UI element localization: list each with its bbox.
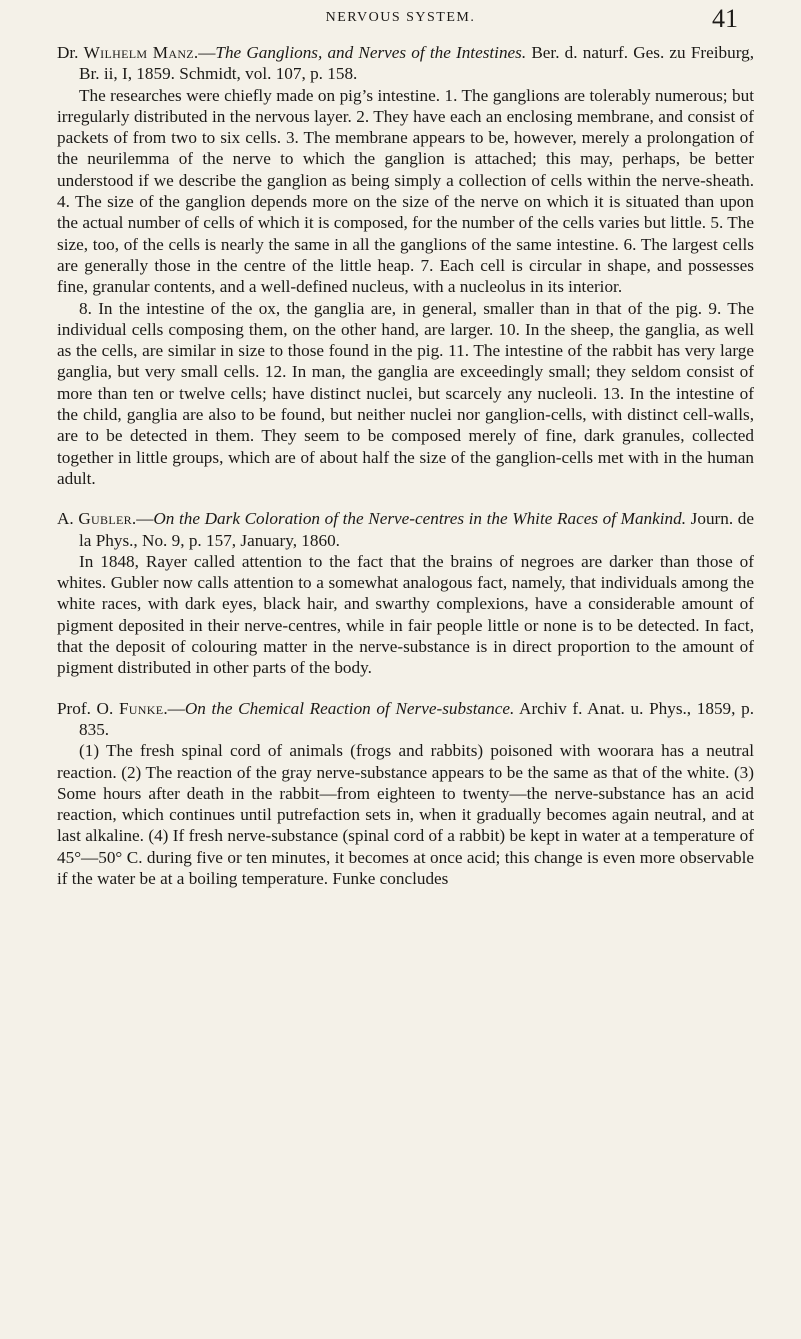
separator: .— (131, 509, 154, 529)
separator: .— (193, 43, 216, 62)
paragraph: The researches were chiefly made on pig’s intestine. 1. The ganglions are tolerably numerous; but irregularly distributed in the nervous layer. 2. They have each an enclosing membrane, and consist of packets of from two to six cells. 3. The membrane appears to be, however, merely a prolongation of the neurilemma of the nerve to which the ganglion is attached; this may, perhaps, be better understood if we describe the ganglion as being simply a collection of cells within the nerve-sheath. 4. The size of the ganglion depends more on the size of the nerve on which it is situated than upon the actual number of cells of which it is composed, for the number of the cells varies but little. 5. The size, too, of the cells is nearly the same in all the ganglions of the same intestine. 6. The largest cells are generally those in the centre of the little heap. 7. Each cell is circular in shape, and possesses fine, granular contents, and a well-defined nucleus, with a nucleolus in its interior. (57, 85, 754, 297)
article-title: On the Chemical Reaction of Nerve-substance. (184, 698, 515, 718)
page-number: 41 (712, 4, 738, 33)
citation-gubler (57, 508, 754, 551)
citation-manz (57, 42, 754, 85)
author-prefix: Prof. O. (57, 698, 119, 718)
article-title: The Ganglions, and Nerves of the Intestines. (215, 43, 527, 62)
abstract-entry-funke (57, 698, 754, 890)
author-prefix: A. (57, 509, 79, 529)
paragraph: (1) The fresh spinal cord of animals (frogs and rabbits) poisoned with woorara has a neutral reaction. (2) The reaction of the gray nerve-substance appears to be the same as that of the white. (3) Some hours after death in the rabbit—from eighteen to twenty—the nerve-substance has an acid reaction, which continues until putrefaction sets in, when it gradually becomes again neutral, and at last alkaline. (4) If fresh nerve-substance (spinal cord of a rabbit) be kept in water at a temperature of 45°—50° C. during five or ten minutes, it becomes at once acid; this change is even more observable if the water be at a boiling temperature. Funke concludes (57, 741, 754, 888)
paragraph: 8. In the intestine of the ox, the ganglia are, in general, smaller than in that of the pig. 9. The individual cells composing them, on the other hand, are larger. 10. In the sheep, the ganglia, as well as the cells, are similar in size to those found in the pig. 11. The intestine of the rabbit has very large ganglia, but very small cells. 12. In man, the ganglia are exceedingly small; they seldom consist of more than ten or twelve cells; have distinct nuclei, but scarcely any nucleoli. 13. In the intestine of the child, ganglia are also to be found, but neither nuclei nor ganglion-cells, with distinct cell-walls, are to be detected in them. They seem to be composed merely of fine, dark granules, collected together in little groups, which are of about half the size of the ganglion-cells met with in the human adult. (57, 298, 754, 488)
article-title: On the Dark Coloration of the Nerve-centres in the White Races of Mankind. (153, 509, 687, 529)
author-prefix: Dr. (57, 43, 84, 62)
source-reference: Ber. d. naturf. Ges. zu Freiburg, Br. ii, I, 1859. Schmidt, vol. 107, p. 158. (79, 43, 754, 84)
paragraph: In 1848, Rayer called attention to the fact that the brains of negroes are darker than those of whites. Gubler now calls attention to a somewhat analogous fact, namely, that individuals among the white races, with dark eyes, black hair, and swarthy complexions, have a considerable amount of pigment deposited in their nerve-centres, while in fair people little or none is to be detected. In fact, that the deposit of colouring matter in the nerve-substance is in direct proportion to the amount of pigment distributed in other parts of the body. (57, 551, 754, 678)
author-name: Funke (118, 698, 164, 718)
running-head (0, 4, 801, 40)
abstract-entry-gubler (57, 508, 754, 678)
running-head-title: NERVOUS SYSTEM. (325, 10, 476, 25)
separator: .— (163, 698, 185, 718)
page-body (57, 42, 754, 889)
author-name: Wilhelm Manz (83, 43, 194, 62)
source-reference: Archiv f. Anat. u. Phys., 1859, p. 835. (79, 698, 754, 739)
citation-funke (57, 698, 754, 741)
source-reference: Journ. de la Phys., No. 9, p. 157, January, 1860. (79, 509, 754, 550)
author-name: Gubler (78, 509, 132, 529)
abstract-entry-manz (57, 42, 754, 489)
